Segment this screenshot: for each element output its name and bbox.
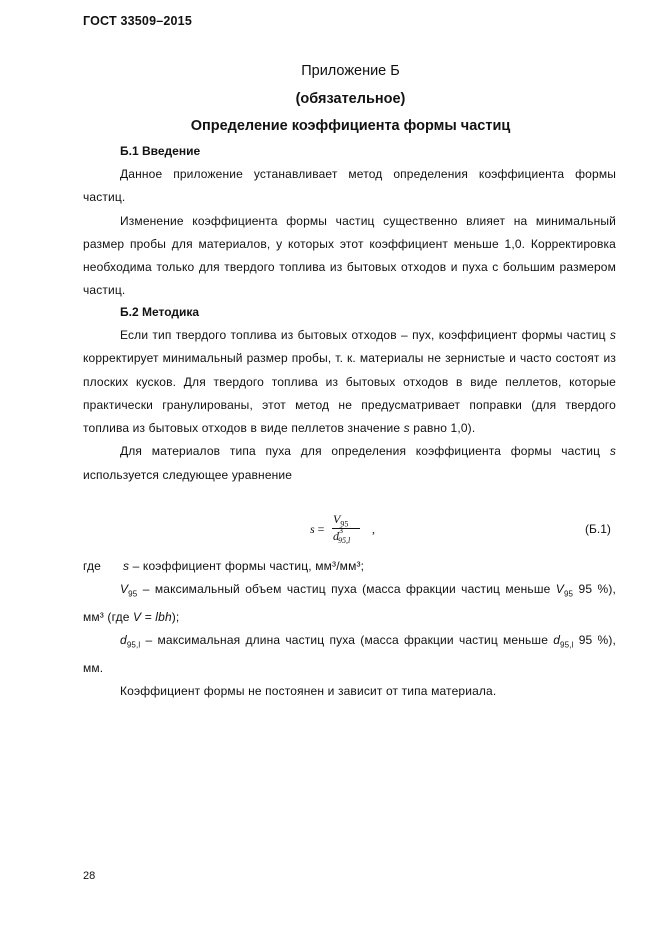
formula-comma: , [372,522,375,536]
page-number: 28 [83,870,96,882]
document-header: ГОСТ 33509–2015 [83,14,192,28]
section-intro-body [83,163,616,303]
section-heading-intro: Б.1 Введение [120,144,201,158]
formula-lhs: s = [310,522,325,536]
paragraph: Для материалов типа пуха для определения коэффициента формы частиц s используется следующее уравнение [83,444,616,482]
annex-heading: Определение коэффициента формы частиц [190,118,511,134]
formula-denominator: $d^3_{95,l}$ [333,526,351,545]
section-method-body [83,324,616,487]
definition-d: $d_{95,l}$ – максимальная длина частиц пуха (масса фракции частиц меньше $d_{95,l}$ 95 %), мм. [83,633,616,675]
paragraph: Изменение коэффициента формы частиц существенно влияет на минимальный размер пробы для материалов, у которых этот коэффициент меньше 1,0. Корректировка необходима только для твердого топлива из бытовых отходов и пуха с большим размером частиц. [83,213,616,298]
closing-paragraph: Коэффициент формы не постоянен и зависит от типа материала. [120,684,497,699]
definitions [83,555,616,704]
definition-s: где s – коэффициент формы частиц, мм³/мм³; [83,559,365,573]
paragraph: Если тип твердого топлива из бытовых отходов – пух, коэффициент формы частиц s корректирует минимальный размер пробы, т. к. материалы не зернистые и часто состоят из плоских кусков. Для твердого топлива из бытовых отходов в виде пеллетов, которые практически гранулированы, этот метод не предусматривает поправки (для твердого топлива из бытовых отходов в виде пеллетов значение s равно 1,0). [83,328,616,436]
formula [310,512,430,552]
section-heading-method: Б.2 Методика [120,305,200,319]
equation-number: (Б.1) [585,522,611,536]
formula-numerator: $V_{95}$ [333,512,349,529]
definition-v: $V_{95}$ – максимальный объем частиц пуха (масса фракции частиц меньше $V_{95}$ 95 %), мм³ (где V = lbh); [83,582,616,624]
annex-title: Приложение Б [301,63,400,79]
annex-status: (обязательное) [295,91,406,107]
paragraph: Данное приложение устанавливает метод определения коэффициента формы частиц. [83,167,616,205]
